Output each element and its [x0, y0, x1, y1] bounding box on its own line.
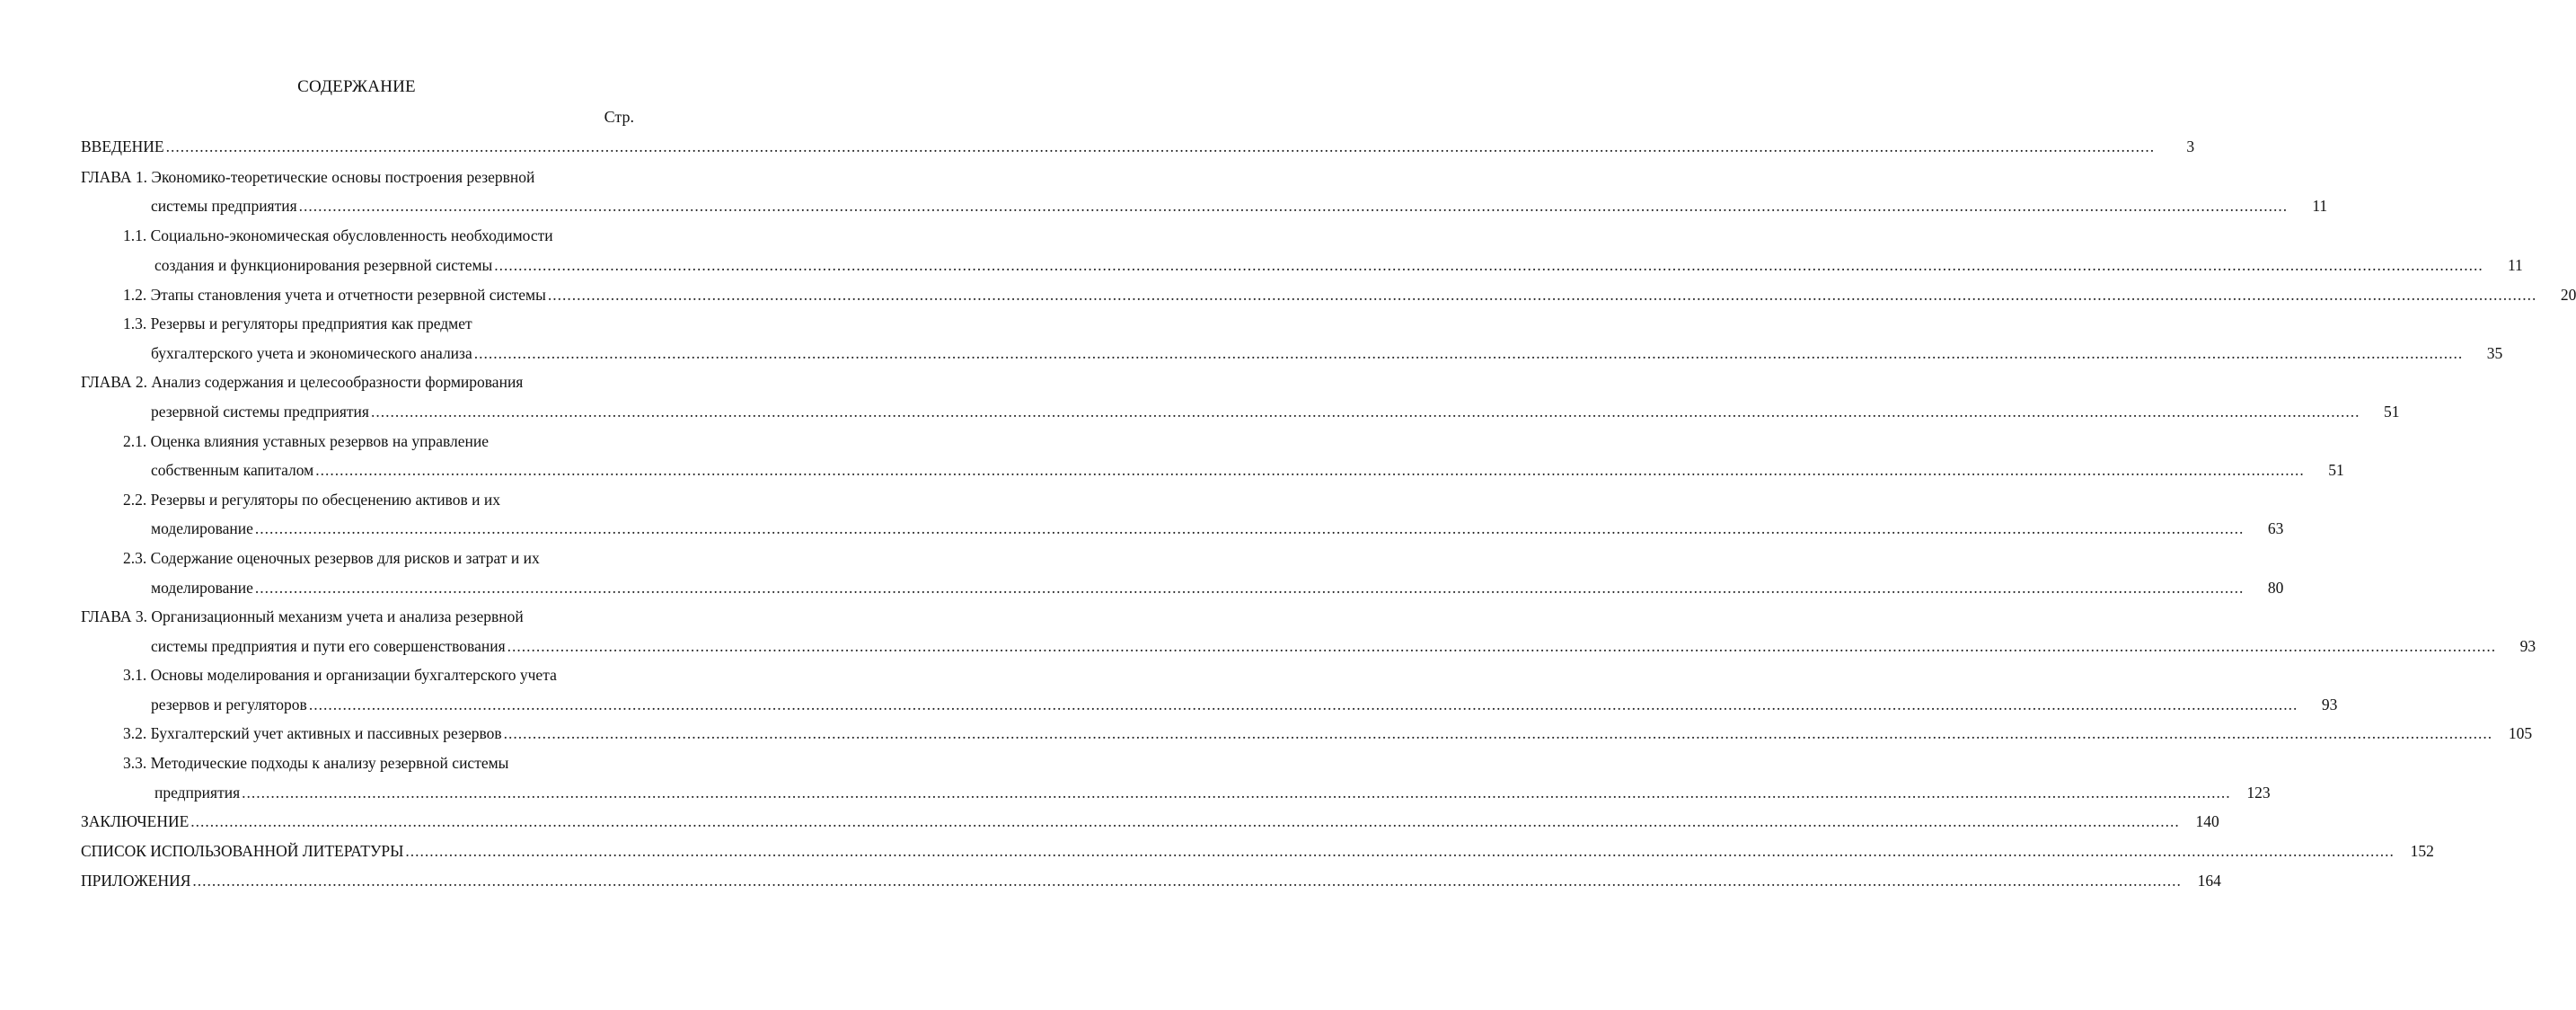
toc-entry-section-3-3: 3.3. Методические подходы к анализу резервной системы [123, 754, 509, 772]
dot-leader: ............................................................................................................................................................................................................................................................................................................................................................................................................................ [254, 519, 2245, 537]
dot-leader: ............................................................................................................................................................................................................................................................................................................................................................................................................................ [405, 842, 2395, 860]
toc-entry-title: ПРИЛОЖЕНИЯ [81, 872, 191, 890]
toc-page-number: 63 [2267, 519, 2284, 537]
dot-leader: ............................................................................................................................................................................................................................................................................................................................................................................................................................ [190, 812, 2180, 830]
toc-entry-section-2-2: 2.2. Резервы и регуляторы по обесценению активов и их [123, 491, 500, 509]
toc-page-number: 105 [2508, 724, 2533, 742]
toc-entry-conclusion [81, 812, 2219, 831]
toc-entry-title: предприятия [154, 784, 241, 802]
toc-page-number: 93 [2519, 637, 2536, 655]
toc-entry-chapter-3-cont [151, 637, 2536, 656]
toc-entry-section-2-1-cont [151, 461, 2344, 480]
toc-entry-section-2-2-cont [151, 519, 2284, 538]
dot-leader: ............................................................................................................................................................................................................................................................................................................................................................................................................................ [192, 872, 2182, 890]
dot-leader: ............................................................................................................................................................................................................................................................................................................................................................................................................................ [547, 286, 2537, 304]
toc-entry-introduction [81, 137, 2195, 156]
toc-entry-chapter-1-cont [151, 197, 2328, 216]
toc-page-number: 51 [2328, 461, 2344, 479]
toc-entry-title: моделирование [151, 579, 253, 597]
toc-page-number: 11 [2507, 256, 2523, 274]
toc-entry-title: 3.2. Бухгалтерский учет активных и пассивных резервов [123, 724, 502, 742]
toc-entry-title: ЗАКЛЮЧЕНИЕ [81, 812, 190, 830]
toc-entry-chapter-1: ГЛАВА 1. Экономико-теоретические основы построения резервной [81, 168, 535, 186]
toc-entry-title: системы предприятия и пути его совершенствования [151, 637, 506, 655]
toc-entry-title: бухгалтерского учета и экономического анализа [151, 344, 472, 362]
page-column-label: Стр. [604, 108, 634, 126]
toc-entry-title: СПИСОК ИСПОЛЬЗОВАННОЙ ЛИТЕРАТУРЫ [81, 842, 404, 860]
toc-entry-section-1-2 [123, 286, 2576, 305]
dot-leader: ............................................................................................................................................................................................................................................................................................................................................................................................................................ [494, 256, 2483, 274]
toc-entry-section-2-3-cont [151, 579, 2284, 598]
toc-page-number: 152 [2410, 842, 2434, 860]
toc-entry-bibliography [81, 842, 2434, 861]
toc-entry-title: системы предприятия [151, 197, 297, 215]
toc-entry-section-3-1: 3.1. Основы моделирования и организации бухгалтерского учета [123, 666, 557, 684]
dot-leader: ............................................................................................................................................................................................................................................................................................................................................................................................................................ [298, 197, 2289, 215]
toc-entry-section-2-1: 2.1. Оценка влияния уставных резервов на управление [123, 432, 489, 450]
dot-leader: ............................................................................................................................................................................................................................................................................................................................................................................................................................ [242, 784, 2231, 802]
toc-entry-section-1-1-cont [154, 256, 2523, 275]
dot-leader: ............................................................................................................................................................................................................................................................................................................................................................................................................................ [370, 403, 2360, 421]
toc-entry-section-3-2 [123, 724, 2533, 743]
toc-entry-section-3-1-cont [151, 695, 2338, 714]
toc-entry-title: моделирование [151, 519, 253, 537]
toc-entry-title: ВВЕДЕНИЕ [81, 137, 164, 155]
toc-entry-section-2-3: 2.3. Содержание оценочных резервов для рисков и затрат и их [123, 549, 540, 567]
toc-entry-section-3-3-cont [154, 784, 2271, 802]
toc-entry-title: резервной системы предприятия [151, 403, 369, 421]
dot-leader: ............................................................................................................................................................................................................................................................................................................................................................................................................................ [254, 579, 2245, 597]
toc-page-number: 93 [2321, 695, 2338, 713]
toc-page-number: 164 [2197, 872, 2221, 890]
toc-entry-appendices [81, 872, 2221, 890]
toc-page-number: 11 [2312, 197, 2328, 215]
toc-page-number: 123 [2246, 784, 2271, 802]
toc-entry-chapter-3: ГЛАВА 3. Организационный механизм учета и анализа резервной [81, 607, 524, 625]
toc-entry-section-1-3: 1.3. Резервы и регуляторы предприятия как предмет [123, 315, 472, 332]
dot-leader: ............................................................................................................................................................................................................................................................................................................................................................................................................................ [503, 724, 2493, 742]
toc-entry-title: 1.2. Этапы становления учета и отчетности резервной системы [123, 286, 546, 304]
toc-page-number: 35 [2486, 344, 2503, 362]
toc-page-number: 20 [2560, 286, 2576, 304]
toc-entry-chapter-2: ГЛАВА 2. Анализ содержания и целесообразности формирования [81, 373, 524, 391]
toc-entry-chapter-2-cont [151, 403, 2400, 421]
toc-title: СОДЕРЖАНИЕ [297, 77, 416, 96]
dot-leader: ............................................................................................................................................................................................................................................................................................................................................................................................................................ [308, 695, 2298, 713]
toc-page-number: 3 [2186, 137, 2195, 155]
toc-page-number: 80 [2267, 579, 2284, 597]
toc-entry-title: создания и функционирования резервной системы [154, 256, 493, 274]
dot-leader: ............................................................................................................................................................................................................................................................................................................................................................................................................................ [165, 137, 2156, 155]
dot-leader: ............................................................................................................................................................................................................................................................................................................................................................................................................................ [315, 461, 2305, 479]
toc-entry-section-1-3-cont [151, 344, 2503, 363]
toc-page-number: 51 [2383, 403, 2400, 421]
toc-entry-title: резервов и регуляторов [151, 695, 307, 713]
toc-page-number: 140 [2195, 812, 2219, 830]
dot-leader: ............................................................................................................................................................................................................................................................................................................................................................................................................................ [507, 637, 2497, 655]
toc-entry-title: собственным капиталом [151, 461, 314, 479]
toc-entry-section-1-1: 1.1. Социально-экономическая обусловленность необходимости [123, 226, 553, 244]
dot-leader: ............................................................................................................................................................................................................................................................................................................................................................................................................................ [473, 344, 2464, 362]
